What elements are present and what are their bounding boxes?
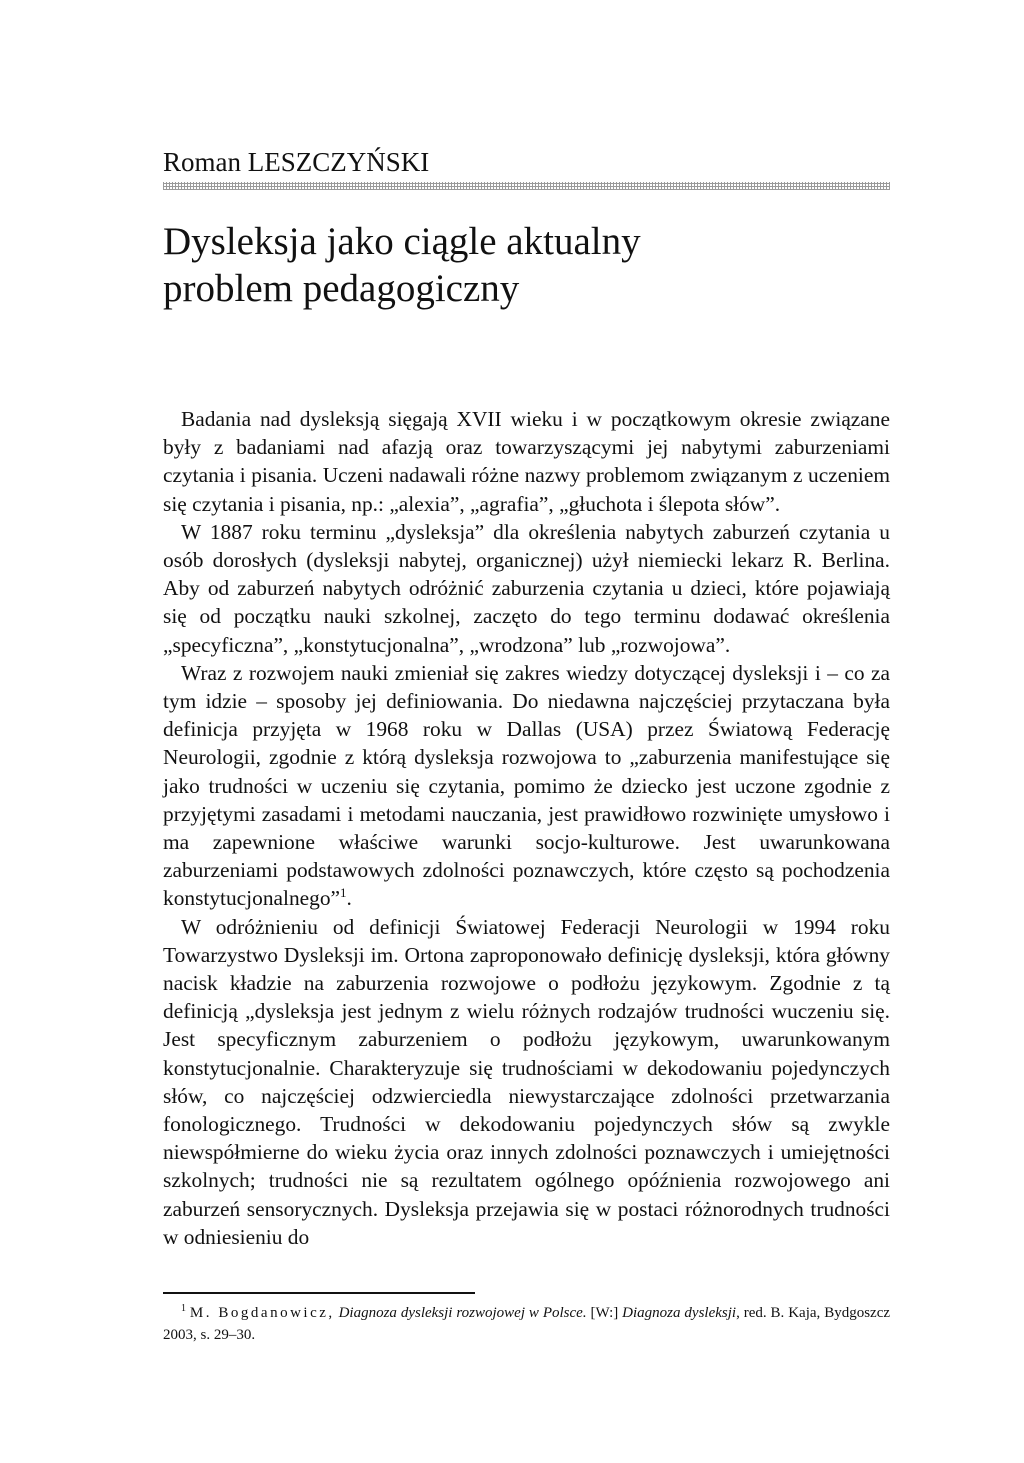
footnote-number: 1 (181, 1303, 186, 1314)
footnote-rest: , red. B. Kaja, Bydgoszcz 2003, s. 29–30. (163, 1305, 891, 1343)
title-line-2: problem pedagogiczny (163, 267, 520, 310)
author-name: Roman LESZCZYŃSKI (163, 147, 430, 177)
footnote-author: M. Bogdanowicz, (189, 1305, 335, 1321)
footnote (163, 1302, 890, 1346)
footnote-divider (163, 1292, 475, 1294)
paragraph-3-text: Wraz z rozwojem nauki zmieniał się zakres wiedzy dotyczącej dysleksji i – co za tym idzie – sposoby jej definiowania. Do niedawna najczęściej przytaczana była definicja przyjęta w 1968 roku w Dallas (USA) przez Światową Federację Neurologii, zgodnie z którą dysleksja rozwojowa to „zaburzenia manifestujące się jako trudności w uczeniu się czytania, pomimo że dziecko jest uczone zgodnie z przyjętymi zasadami i metodami nauczania, jest prawidłowo rozwinięte umysłowo i ma zapewnione właściwe warunki socjo-kulturowe. Jest uwarunkowana zaburzeniami podstawowych zdolności poznawczych, które często są pochodzenia konstytucjonalnego” (163, 660, 890, 911)
paragraph-2: W 1887 roku terminu „dysleksja” dla określenia nabytych zaburzeń czytania u osób dorosłych (dysleksji nabytej, organicznej) użył niemiecki lekarz R. Berlina. Aby od zaburzeń nabytych odróżnić zaburzenia czytania u dzieci, które pojawiają się od początku nauki szkolnej, zaczęto do tego terminu dodawać określenia „specyficzna”, „konstytucjonalna”, „wrodzona” lub „rozwojowa”. (163, 519, 890, 657)
paragraph-3: Wraz z rozwojem nauki zmieniał się zakres wiedzy dotyczącej dysleksji i – co za tym idzie – sposoby jej definiowania. Do niedawna najczęściej przytaczana była definicja przyjęta w 1968 roku w Dallas (USA) przez Światową Federację Neurologii, zgodnie z którą dysleksja rozwojowa to „zaburzenia manifestujące się jako trudności w uczeniu się czytania, pomimo że dziecko jest uczone zgodnie z przyjętymi zasadami i metodami nauczania, jest prawidłowo rozwinięte umysłowo i ma zapewnione właściwe warunki socjo-kulturowe. Jest uwarunkowana zaburzeniami podstawowych zdolności poznawczych, które często są pochodzenia konstytucjonalnego”$^1$. (163, 660, 890, 911)
footnote-title-1: Diagnoza dysleksji rozwojowej w Polsce. (338, 1305, 587, 1321)
paragraph-4: W odróżnieniu od definicji Światowej Federacji Neurologii w 1994 roku Towarzystwo Dysleksji im. Ortona zaproponowało definicję dysleksji, która główny nacisk kładzie na zaburzenia rozwojowe o podłożu językowym. Zgodnie z tą definicją „dysleksja jest jednym z wielu różnych rodzajów trudności wuczeniu się. Jest specyficznym zaburzeniem o podłożu językowym, uwarunkowanym konstytucjonalnie. Charakteryzuje się trudnościami w dekodowaniu pojedynczych słów, co najczęściej odzwierciedla niewystarczające zdolności przetwarzania fonologicznego. Trudności w dekodowaniu pojedynczych słów są zwykle niewspółmierne do wieku życia oraz innych zdolności poznawczych i umiejętności szkolnych; trudności nie są rezultatem ogólnego opóźnienia rozwojowego ani zaburzeń sensorycznych. Dysleksja przejawia się w postaci różnorodnych trudności w odniesieniu do (163, 914, 890, 1249)
footnote-title-2: Diagnoza dysleksji (622, 1305, 737, 1321)
title-line-1: Dysleksja jako ciągle aktualny (163, 220, 641, 263)
header-divider (163, 182, 890, 190)
article-body (163, 405, 890, 1251)
footnote-reference[interactable]: 1 (340, 885, 347, 901)
paragraph-1: Badania nad dysleksją sięgają XVII wieku i w początkowym okresie związane były z badaniami nad afazją oraz towarzyszącymi jej nabytymi zaburzeniami czytania i pisania. Uczeni nadawali różne nazwy problemom związanym z uczeniem się czytania i pisania, np.: „alexia”, „agrafia”, „głuchota i ślepota słów”. (163, 407, 890, 516)
article-title (163, 218, 641, 312)
footnote-mid: [W:] (586, 1305, 623, 1321)
